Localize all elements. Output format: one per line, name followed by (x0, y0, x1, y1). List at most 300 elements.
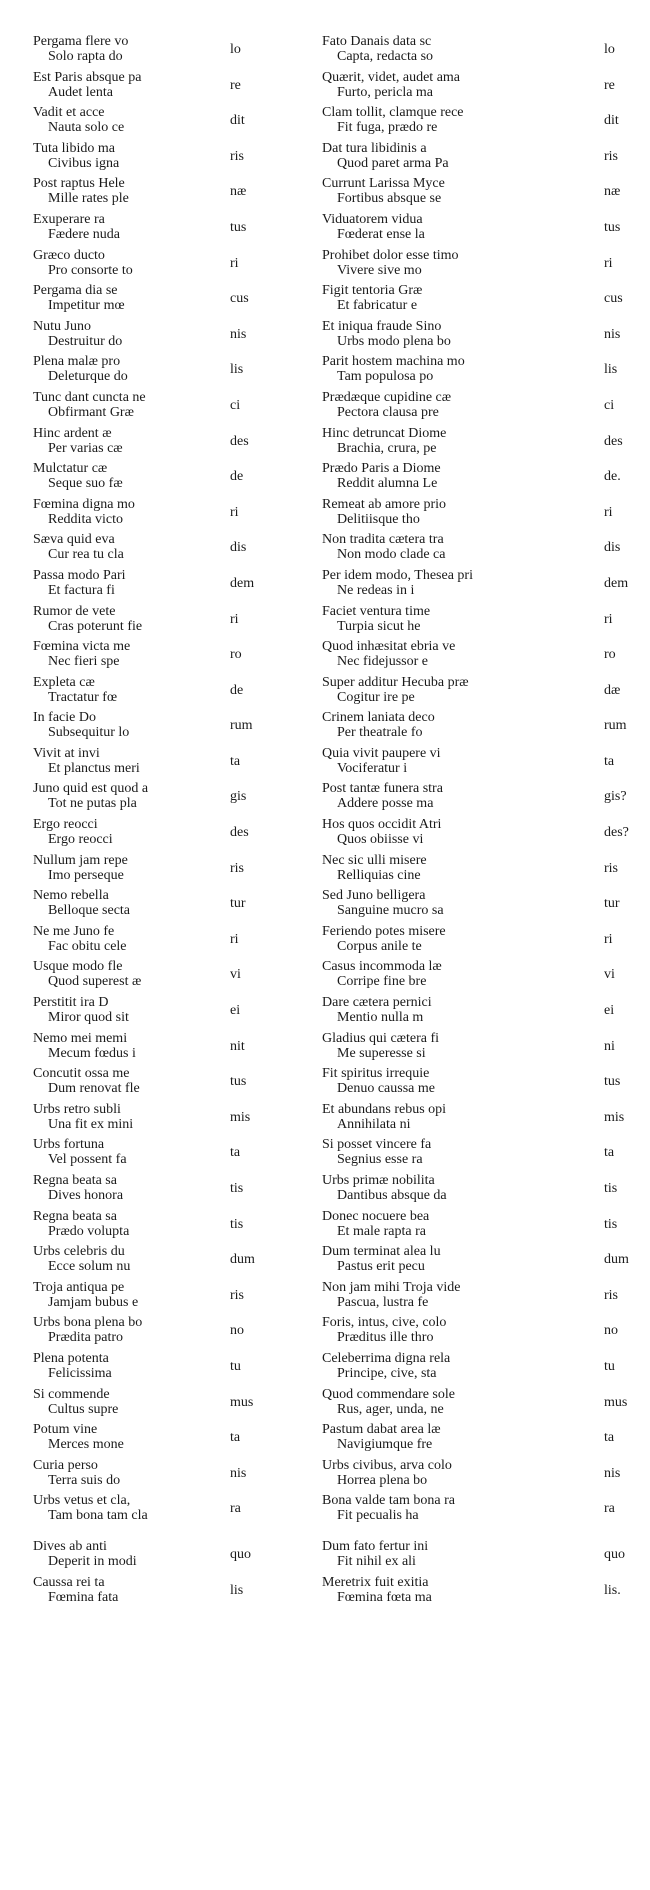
rhyme-syllable: mus (604, 1394, 628, 1410)
left-verse-row (33, 34, 288, 70)
verse-line-1: Nutu Juno (33, 318, 91, 334)
rhyme-syllable: gis? (604, 789, 627, 805)
right-verse-row (322, 1066, 622, 1102)
verse-line-1: Quærit, videt, audet ama (322, 69, 461, 85)
right-verse-row (322, 1351, 622, 1387)
left-verse-row (33, 1422, 288, 1458)
rhyme-syllable: lis (230, 362, 244, 378)
verse-line-1: Dat tura libidinis a (322, 140, 427, 156)
rhyme-syllable: tus (604, 1074, 621, 1090)
verse-line-1: Quia vivit paupere vi (322, 745, 441, 761)
verse-line-2: Cogitur ire pe (337, 689, 415, 705)
right-verse-row (322, 710, 627, 746)
rhyme-syllable: mus (230, 1394, 254, 1410)
rhyme-syllable: ci (604, 397, 615, 413)
rhyme-syllable: tis (604, 1216, 618, 1232)
verse-line-2: Urbs modo plena bo (337, 333, 451, 349)
verse-line-1: Figit tentoria Græ (322, 283, 423, 299)
verse-line-2: Fœderat ense la (337, 226, 425, 242)
rhyme-syllable: nis (604, 1465, 621, 1481)
left-verse-row (33, 1066, 288, 1102)
right-verse-row (322, 70, 622, 106)
verse-line-2: Ne redeas in i (337, 582, 415, 598)
verse-line-2: Non modo clade ca (337, 547, 446, 563)
verse-line-1: Urbs primæ nobilita (322, 1173, 435, 1188)
verse-line-2: Corpus anile te (337, 938, 422, 954)
rhyme-syllable: ta (604, 1145, 615, 1161)
verse-line-2: Delitiisque tho (337, 511, 420, 527)
rhyme-syllable: ris (604, 1287, 618, 1303)
verse-line-1: Per idem modo, Thesea pri (322, 567, 473, 583)
rhyme-syllable: ta (604, 1430, 615, 1446)
verse-line-2: Seque suo fæ (48, 476, 123, 492)
rhyme-syllable: ro (604, 647, 616, 663)
rhyme-syllable: tus (604, 219, 621, 235)
verse-line-2: Terra suis do (48, 1472, 121, 1488)
rhyme-syllable: tur (604, 896, 620, 912)
verse-line-2: Deperit in modi (48, 1553, 137, 1569)
verse-line-1: Meretrix fuit exitia (322, 1574, 429, 1590)
rhyme-syllable: tis (604, 1181, 618, 1196)
right-verse-row (322, 604, 622, 640)
verse-line-1: Currunt Larissa Myce (322, 176, 445, 192)
rhyme-syllable: tis (230, 1181, 244, 1196)
verse-line-2: Destruitur do (48, 333, 123, 349)
verse-line-2: Cras poterunt fie (48, 618, 143, 634)
rhyme-syllable: tur (230, 896, 246, 912)
verse-line-1: Concutit ossa me (33, 1066, 130, 1082)
verse-line-1: Urbs retro subli (33, 1101, 121, 1117)
verse-line-2: Vel possent fa (48, 1152, 127, 1168)
verse-line-1: Plena potenta (33, 1350, 109, 1366)
verse-line-2: Principe, cive, sta (337, 1365, 437, 1381)
verse-line-2: Et male rapta ra (337, 1223, 427, 1239)
left-verse-row (33, 1493, 288, 1529)
right-verse-row (322, 1101, 625, 1138)
verse-line-2: Fit nihil ex ali (337, 1553, 416, 1569)
rhyme-syllable: no (604, 1323, 618, 1339)
verse-line-2: Pascua, lustra fe (337, 1294, 429, 1310)
verse-line-1: Urbs civibus, arva colo (322, 1457, 452, 1473)
rhyme-syllable: vi (604, 967, 615, 983)
rhyme-syllable: ri (604, 611, 613, 627)
right-verse-row (322, 105, 622, 141)
verse-line-1: Hinc detruncat Diome (322, 425, 447, 441)
right-verse-row (322, 1493, 622, 1529)
right-verse-row (322, 1209, 622, 1245)
verse-line-2: Nec fidejussor e (337, 654, 428, 670)
rhyme-syllable: ta (604, 753, 615, 769)
verse-line-1: Troja antiqua pe (33, 1279, 125, 1295)
right-verse-row (322, 319, 622, 355)
left-verse-row (33, 1031, 288, 1067)
right-verse-row (322, 1538, 625, 1575)
verse-line-1: Urbs vetus et cla, (33, 1493, 131, 1509)
rhyme-syllable: ri (604, 504, 613, 520)
verse-line-1: Foris, intus, cive, colo (322, 1315, 447, 1331)
rhyme-syllable: des (230, 433, 249, 449)
right-verse-row (322, 1280, 622, 1316)
rhyme-syllable: mis (604, 1109, 625, 1125)
verse-line-2: Civibus igna (48, 155, 120, 171)
rhyme-syllable: ei (604, 1003, 615, 1019)
verse-line-1: Parit hostem machina mo (322, 354, 465, 370)
verse-line-2: Fortibus absque se (337, 191, 442, 207)
rhyme-syllable: lis (604, 362, 618, 378)
rhyme-syllable: ris (604, 148, 618, 164)
rhyme-syllable: ris (230, 860, 244, 876)
verse-line-1: Juno quid est quod a (33, 781, 149, 797)
left-verse-row (33, 746, 288, 782)
verse-line-2: Vivere sive mo (337, 262, 422, 278)
verse-line-1: Fœmina digna mo (33, 496, 135, 512)
rhyme-syllable: mis (230, 1109, 251, 1125)
verse-line-1: Ergo reocci (33, 817, 98, 833)
verse-line-1: Fato Danais data sc (322, 34, 432, 49)
left-verse-row (33, 354, 288, 390)
verse-line-1: Regna beata sa (33, 1173, 117, 1188)
verse-line-2: Quos obiisse vi (337, 832, 424, 848)
verse-line-1: Vadit et acce (33, 105, 105, 121)
rhyme-syllable: ci (230, 397, 241, 413)
verse-line-2: Furto, pericla ma (337, 84, 434, 100)
verse-line-2: Tam populosa po (337, 369, 434, 385)
left-verse-row (33, 1173, 288, 1209)
rhyme-syllable: dem (230, 575, 255, 591)
rhyme-syllable: des (604, 433, 623, 449)
verse-line-1: Nemo rebella (33, 888, 109, 904)
verse-line-1: Dare cætera pernici (322, 995, 432, 1011)
verse-line-1: Curia perso (33, 1457, 98, 1473)
verse-line-2: Tam bona tam cla (48, 1508, 148, 1524)
left-verse-row (33, 1137, 288, 1173)
verse-line-1: Urbs celebris du (33, 1244, 125, 1260)
verse-line-1: Passa modo Pari (33, 567, 126, 583)
verse-line-1: Ne me Juno fe (33, 923, 115, 939)
verse-line-1: Quod commendare sole (322, 1386, 455, 1402)
verse-line-1: Fit spiritus irrequie (322, 1066, 430, 1082)
right-verse-row (322, 1244, 629, 1280)
verse-line-2: Corripe fine bre (337, 974, 427, 990)
verse-line-1: Non jam mihi Troja vide (322, 1279, 461, 1295)
rhyme-syllable: re (604, 77, 615, 93)
verse-line-2: Una fit ex mini (48, 1116, 134, 1132)
verse-line-1: Græco ducto (33, 247, 105, 263)
verse-line-1: Vivit at invi (33, 745, 100, 761)
verse-line-1: Perstitit ira D (33, 995, 109, 1011)
verse-line-2: Segnius esse ra (337, 1152, 423, 1168)
verse-line-1: Dives ab anti (33, 1538, 107, 1554)
verse-line-1: Regna beata sa (33, 1208, 117, 1224)
verse-line-2: Brachia, crura, pe (337, 440, 437, 456)
verse-line-2: Deleturque do (48, 369, 128, 385)
verse-line-1: Sæva quid eva (33, 532, 115, 548)
rhyme-syllable: nis (604, 326, 621, 342)
rhyme-syllable: ris (230, 148, 244, 164)
rhyme-syllable: ra (230, 1501, 241, 1517)
verse-line-1: Pergama dia se (33, 283, 118, 299)
left-verse-row (33, 604, 288, 640)
verse-line-1: Mulctatur cæ (33, 461, 108, 477)
verse-line-1: Si commende (33, 1386, 110, 1402)
rhyme-syllable: dis (604, 540, 621, 556)
verse-line-2: Ecce solum nu (48, 1259, 131, 1275)
verse-line-1: Potum vine (33, 1422, 98, 1438)
verse-line-1: Fœmina victa me (33, 639, 131, 655)
left-verse-row (33, 1539, 288, 1575)
right-verse-row (322, 781, 627, 817)
right-verse-row (322, 248, 622, 284)
rhyme-syllable: ri (230, 931, 239, 947)
rhyme-syllable: cus (230, 291, 249, 307)
rhyme-syllable: rum (230, 718, 253, 734)
verse-line-2: Belloque secta (48, 903, 131, 919)
verse-line-2: Per theatrale fo (337, 725, 423, 741)
rhyme-syllable: no (230, 1323, 244, 1339)
left-verse-row (33, 426, 288, 462)
verse-line-1: Post tantæ funera stra (322, 781, 443, 797)
verse-line-1: Est Paris absque pa (33, 69, 142, 85)
right-verse-row (322, 888, 622, 924)
verse-line-1: Feriendo potes misere (322, 923, 446, 939)
verse-line-1: In facie Do (33, 710, 96, 726)
left-verse-row (33, 319, 288, 355)
right-verse-row (322, 426, 622, 462)
verse-line-1: Exuperare ra (33, 211, 105, 227)
left-verse-row (33, 639, 288, 675)
rhyme-syllable: gis (230, 789, 247, 805)
left-verse-row (33, 212, 288, 248)
rhyme-syllable: nis (230, 326, 247, 342)
verse-line-1: Super additur Hecuba præ (322, 674, 469, 690)
right-verse-column (322, 34, 629, 1610)
rhyme-syllable: ta (230, 1145, 241, 1161)
rhyme-syllable: dum (230, 1252, 255, 1268)
verse-line-1: Et iniqua fraude Sino (322, 318, 442, 334)
verse-line-2: Miror quod sit (48, 1010, 129, 1026)
left-verse-column (33, 34, 288, 1610)
verse-line-1: Plena malæ pro (33, 354, 121, 370)
verse-line-2: Dantibus absque da (337, 1188, 447, 1203)
verse-line-1: Gladius qui cætera fi (322, 1030, 440, 1046)
left-verse-row (33, 710, 288, 746)
verse-line-2: Denuo caussa me (337, 1081, 435, 1097)
verse-line-1: Faciet ventura time (322, 603, 431, 619)
left-verse-row (33, 1315, 288, 1351)
verse-line-1: Non tradita cætera tra (322, 532, 444, 548)
verse-line-2: Merces mone (48, 1437, 124, 1453)
rhyme-syllable: tu (604, 1358, 615, 1374)
rhyme-syllable: dæ (604, 682, 621, 698)
verse-line-1: Dum fato fertur ini (322, 1538, 429, 1554)
verse-line-2: Prædita patro (48, 1330, 124, 1346)
verse-line-2: Dives honora (48, 1188, 124, 1203)
verse-line-1: Si posset vincere fa (322, 1137, 432, 1153)
right-verse-row (322, 853, 622, 889)
verse-line-2: Fit pecualis ha (337, 1508, 419, 1524)
left-verse-row (33, 390, 288, 426)
rhyme-syllable: de. (604, 469, 621, 485)
rhyme-syllable: dum (604, 1252, 629, 1268)
verse-line-2: Tot ne putas pla (48, 796, 137, 812)
verse-line-2: Reddita victo (48, 511, 124, 527)
rhyme-syllable: ni (604, 1038, 615, 1054)
verse-line-1: Sed Juno belligera (322, 888, 426, 904)
verse-line-1: Remeat ab amore prio (322, 496, 447, 512)
right-verse-row (322, 354, 622, 390)
rhyme-syllable: tus (230, 1074, 247, 1090)
rhyme-syllable: ta (230, 1430, 241, 1446)
right-verse-row (322, 176, 622, 212)
verse-line-1: Hinc ardent æ (33, 425, 112, 441)
verse-line-2: Et factura fi (48, 582, 115, 598)
left-verse-row (33, 568, 288, 604)
verse-line-1: Prædo Paris a Diome (322, 461, 441, 477)
verse-line-2: Audet lenta (48, 84, 113, 100)
verse-line-1: Nec sic ulli misere (322, 852, 427, 868)
left-verse-row (33, 888, 288, 924)
left-verse-row (33, 283, 288, 319)
right-verse-row (322, 1031, 622, 1067)
left-verse-row (33, 675, 288, 711)
right-verse-row (322, 1386, 628, 1423)
verse-line-2: Relliquias cine (337, 867, 421, 883)
rhyme-syllable: lo (604, 42, 615, 57)
right-verse-row (322, 746, 622, 782)
right-verse-row (322, 924, 622, 960)
right-verse-row (322, 1422, 622, 1458)
right-verse-row (322, 817, 629, 853)
verse-line-2: Obfirmant Græ (48, 404, 134, 420)
right-verse-row (322, 1173, 622, 1209)
verse-line-2: Vociferatur i (337, 760, 408, 776)
left-verse-row (33, 1387, 288, 1423)
verse-line-1: Viduatorem vidua (322, 211, 423, 227)
rhyme-syllable: nis (230, 1465, 247, 1481)
verse-line-2: Cultus supre (48, 1401, 119, 1417)
left-verse-row (33, 995, 288, 1031)
rhyme-syllable: ri (604, 931, 613, 947)
left-verse-row (33, 1458, 288, 1494)
left-verse-row (33, 176, 288, 212)
verse-line-2: Fœmina fata (48, 1589, 119, 1605)
rhyme-syllable: ta (230, 753, 241, 769)
verse-line-1: Post raptus Hele (33, 176, 125, 192)
verse-line-1: Prohibet dolor esse timo (322, 247, 459, 263)
verse-line-1: Quod inhæsitat ebria ve (322, 639, 456, 655)
verse-line-2: Mecum fœdus i (48, 1045, 136, 1061)
rhyme-syllable: nit (230, 1038, 245, 1054)
verse-line-2: Cur rea tu cla (48, 547, 124, 563)
right-verse-row (322, 497, 622, 533)
verse-line-2: Reddit alumna Le (337, 476, 438, 492)
left-verse-row (33, 959, 288, 995)
verse-line-1: Crinem laniata deco (322, 710, 435, 726)
verse-line-2: Dum renovat fle (48, 1081, 140, 1097)
verse-line-2: Navigiumque fre (337, 1437, 433, 1453)
left-verse-row (33, 1351, 288, 1387)
right-verse-row (322, 1137, 622, 1173)
left-verse-row (33, 781, 288, 817)
right-verse-row (322, 1458, 622, 1494)
verse-line-1: Prædæque cupidine cæ (322, 389, 452, 405)
verse-line-1: Bona valde tam bona ra (322, 1493, 455, 1509)
verse-line-2: Per varias cæ (48, 440, 123, 456)
left-verse-row (33, 461, 288, 497)
rhyme-syllable: lis (230, 1582, 244, 1598)
rhyme-syllable: quo (604, 1546, 625, 1562)
verse-line-1: Hos quos occidit Atri (322, 817, 442, 833)
verse-line-2: Turpia sicut he (337, 618, 421, 634)
verse-line-1: Pergama flere vo (33, 34, 129, 49)
verse-line-2: Mentio nulla m (337, 1010, 424, 1026)
right-verse-row (322, 1575, 622, 1611)
left-verse-row (33, 817, 288, 853)
left-verse-row (33, 497, 288, 533)
right-verse-row (322, 959, 622, 995)
rhyme-syllable: re (230, 77, 241, 93)
left-verse-row (33, 1102, 288, 1138)
verse-line-2: Pro consorte to (48, 262, 133, 278)
rhyme-syllable: des (230, 825, 249, 841)
right-verse-row (322, 141, 622, 177)
verse-line-2: Præditus ille thro (337, 1330, 434, 1346)
verse-line-1: Donec nocuere bea (322, 1208, 430, 1224)
rhyme-syllable: quo (230, 1546, 251, 1562)
right-verse-row (322, 1315, 622, 1351)
verse-line-2: Impetitur mœ (48, 298, 125, 314)
rhyme-syllable: ris (230, 1287, 244, 1303)
left-verse-row (33, 924, 288, 960)
verse-line-2: Fœmina fœta ma (337, 1589, 432, 1605)
verse-line-1: Clam tollit, clamque rece (322, 105, 464, 121)
verse-line-2: Quod paret arma Pa (337, 155, 449, 171)
right-verse-row (322, 995, 622, 1031)
verse-line-2: Me superesse si (337, 1045, 426, 1061)
verse-line-1: Expleta cæ (33, 674, 95, 690)
rhyme-syllable: dit (230, 113, 245, 129)
verse-line-2: Fit fuga, prædo re (337, 120, 438, 136)
verse-line-2: Solo rapta do (48, 49, 123, 64)
rhyme-syllable: ri (230, 504, 239, 520)
verse-line-2: Sanguine mucro sa (337, 903, 444, 919)
verse-line-2: Tractatur fœ (48, 689, 118, 705)
rhyme-syllable: ri (230, 255, 239, 271)
verse-line-1: Tuta libido ma (33, 140, 115, 156)
rhyme-syllable: lo (230, 42, 241, 57)
left-verse-row (33, 105, 288, 141)
rhyme-syllable: de (230, 469, 244, 485)
verse-line-2: Felicissima (48, 1365, 112, 1381)
right-verse-row (322, 283, 622, 319)
right-verse-row (322, 639, 622, 675)
verse-line-2: Quod superest æ (48, 974, 142, 990)
rhyme-syllable: dit (604, 113, 619, 129)
left-verse-row (33, 853, 288, 889)
rhyme-syllable: ro (230, 647, 242, 663)
left-verse-row (33, 532, 288, 568)
rhyme-syllable: lis. (604, 1582, 621, 1598)
verse-line-2: Subsequitur lo (48, 725, 130, 741)
rhyme-syllable: ri (230, 611, 239, 627)
verse-line-2: Fædere nuda (48, 226, 120, 242)
rhyme-syllable: des? (604, 825, 629, 841)
left-verse-row (33, 1280, 288, 1316)
rhyme-syllable: dem (604, 575, 629, 591)
left-verse-row (33, 70, 288, 106)
verse-line-1: Tunc dant cuncta ne (33, 389, 146, 405)
verse-line-2: Pastus erit pecu (337, 1259, 425, 1275)
